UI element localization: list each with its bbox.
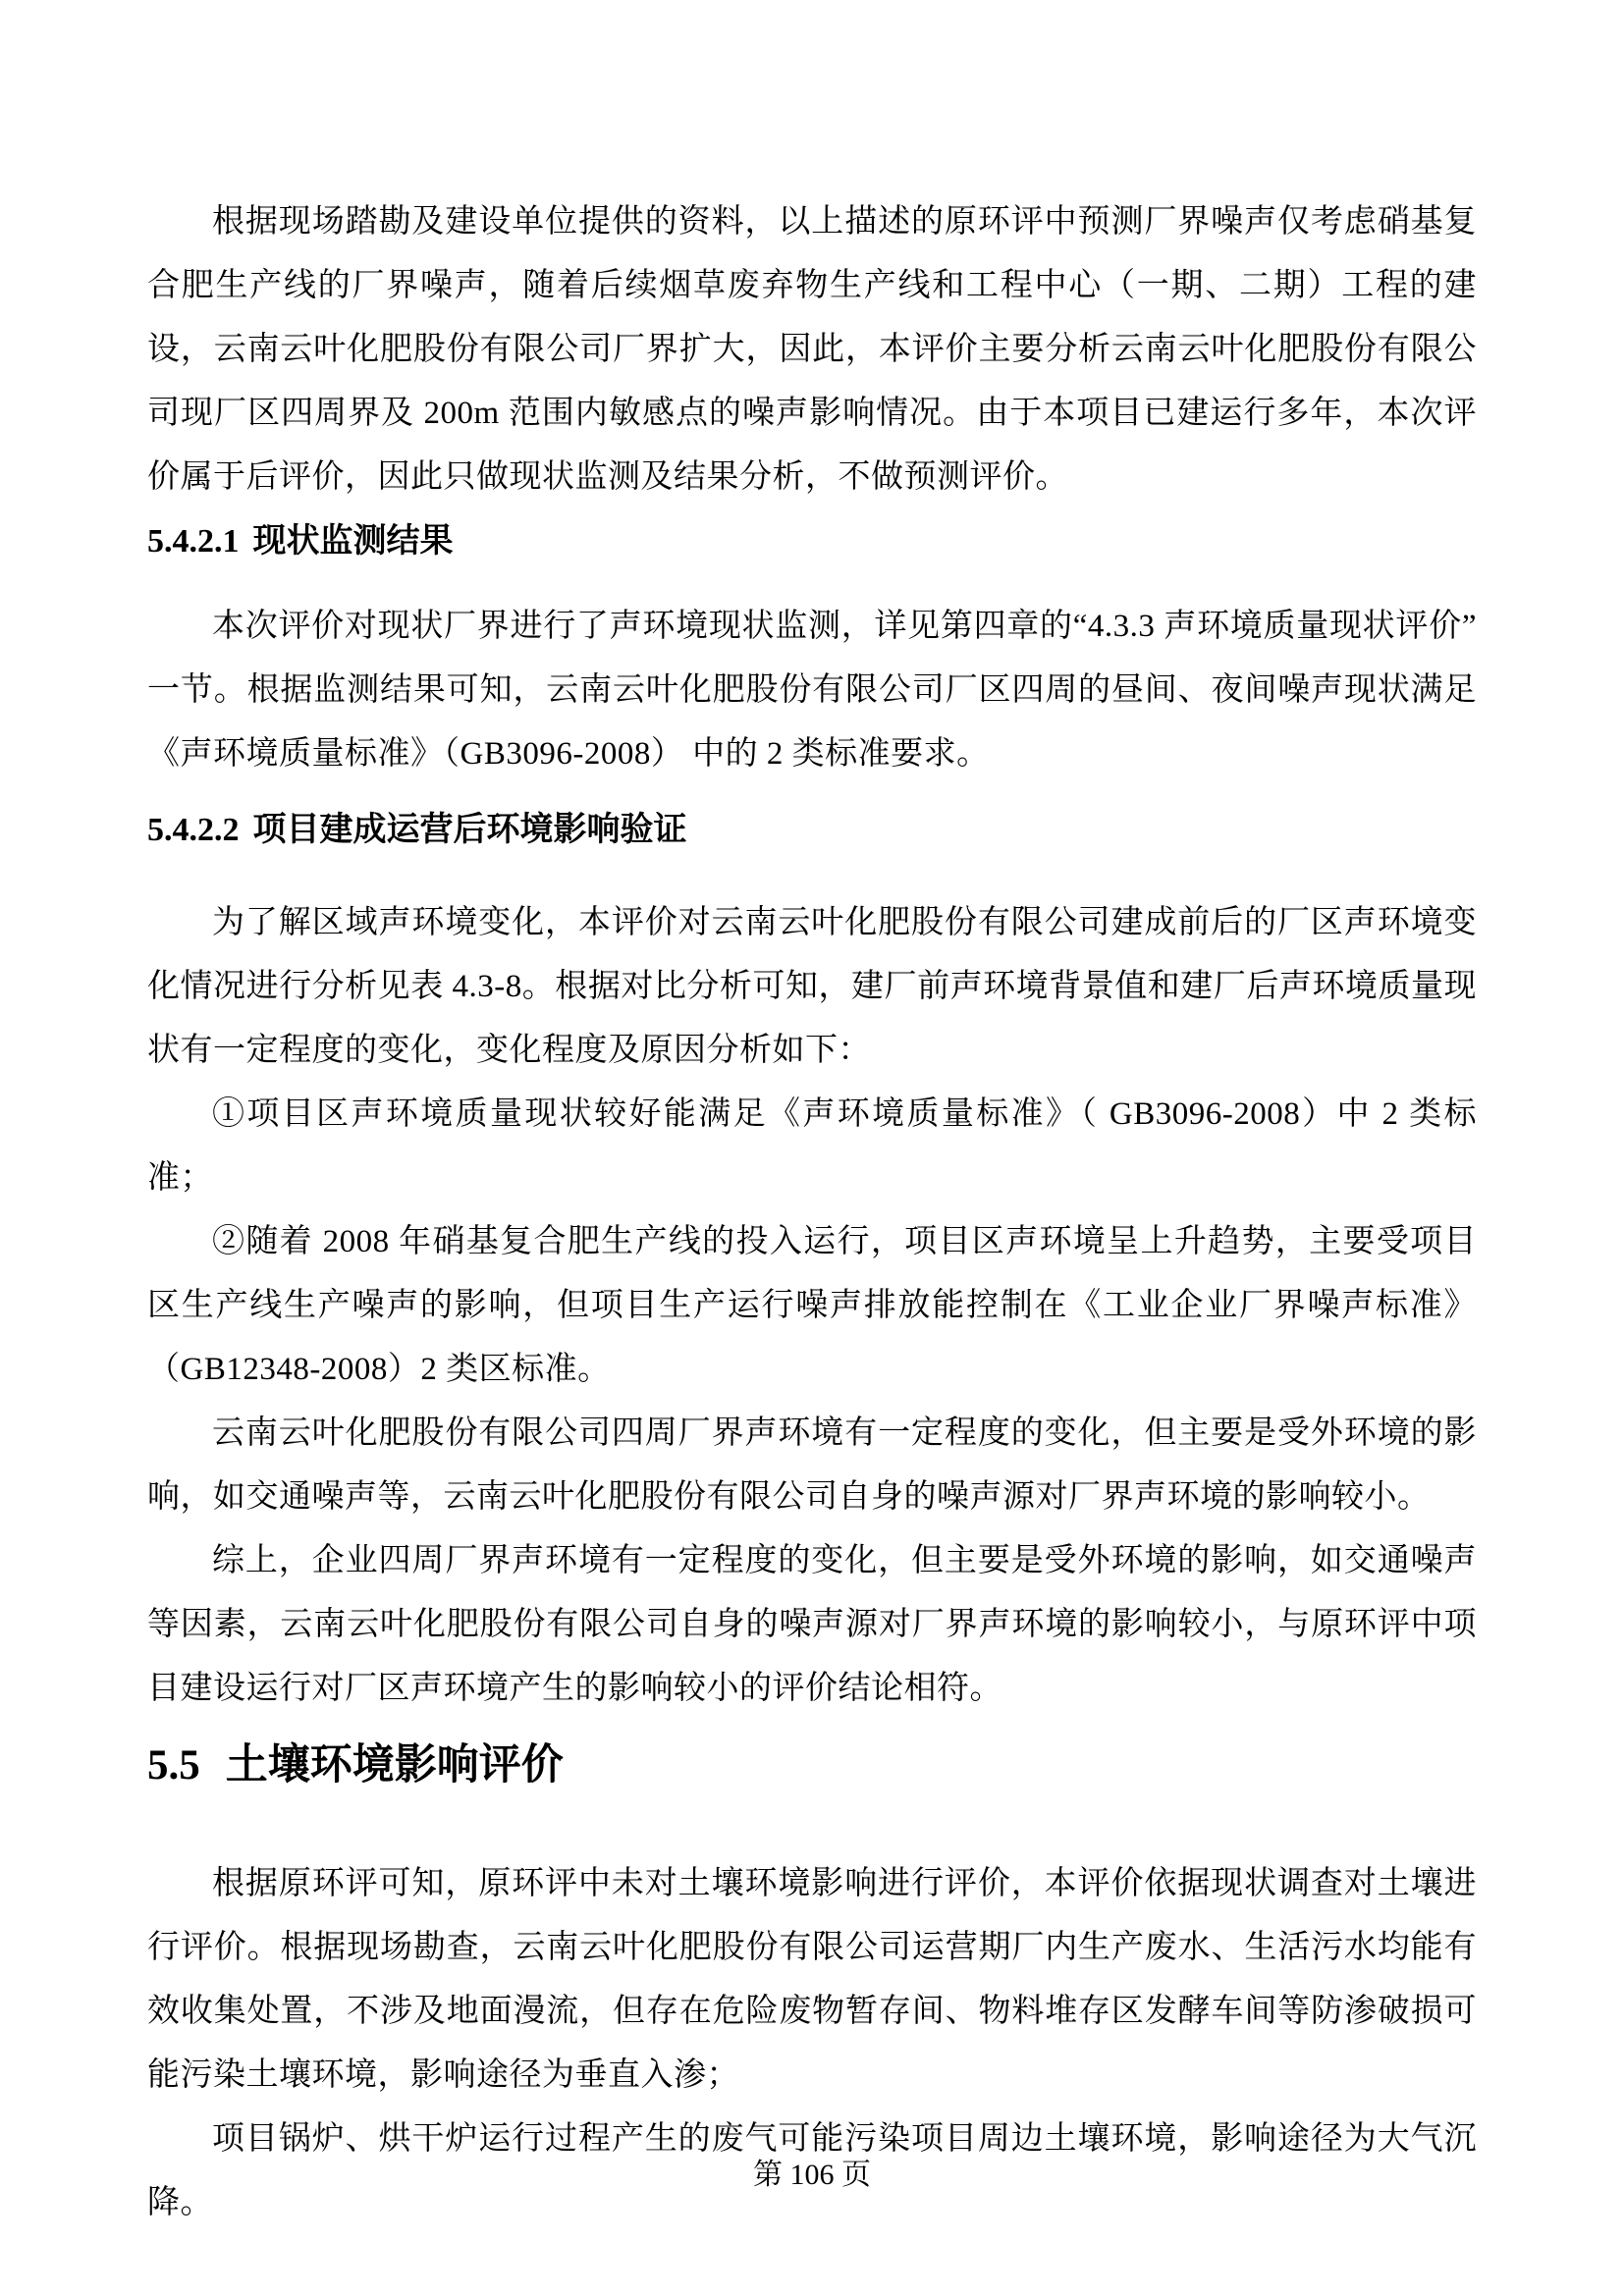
heading-5-4-2-1-number: 5.4.2.1 bbox=[147, 523, 240, 560]
paragraph-boundary-noise-influence: 云南云叶化肥股份有限公司四周厂界声环境有一定程度的变化，但主要是受外环境的影响，如交通噪声等，云南云叶化肥股份有限公司自身的噪声源对厂界声环境的影响较小。 bbox=[147, 1415, 1477, 1515]
list-item-1: ①项目区声环境质量现状较好能满足《声环境质量标准》（ GB3096-2008）中 2 类标准； bbox=[147, 1096, 1477, 1196]
heading-5-4-2-2 bbox=[147, 798, 1477, 862]
heading-5-5-label: 土壤环境影响评价 bbox=[225, 1742, 564, 1789]
heading-5-4-2-2-number: 5.4.2.2 bbox=[147, 812, 240, 848]
paragraph-sound-environment-change: 为了解区域声环境变化，本评价对云南云叶化肥股份有限公司建成前后的厂区声环境变化情况进行分析见表 4.3-8。根据对比分析可知，建厂前声环境背景值和建厂后声环境质量现状有一定程度的变化，变化程度及原因分析如下： bbox=[147, 905, 1477, 1068]
paragraph-boiler-exhaust: 项目锅炉、烘干炉运行过程产生的废气可能污染项目周边土壤环境，影响途径为大气沉降。 bbox=[147, 2121, 1477, 2220]
page-footer bbox=[0, 2156, 1624, 2195]
paragraph-noise-conclusion: 综上，企业四周厂界声环境有一定程度的变化，但主要是受外环境的影响，如交通噪声等因素，云南云叶化肥股份有限公司自身的噪声源对厂界声环境的影响较小，与原环评中项目建设运行对厂区声环境产生的影响较小的评价结论相符。 bbox=[147, 1543, 1477, 1706]
heading-5-4-2-2-label: 项目建成运营后环境影响验证 bbox=[252, 812, 687, 848]
paragraph-current-monitoring-results: 本次评价对现状厂界进行了声环境现状监测，详见第四章的“4.3.3 声环境质量现状评价”一节。根据监测结果可知，云南云叶化肥股份有限公司厂区四周的昼间、夜间噪声现状满足《声环境质量标准》（GB3096-2008） 中的 2 类标准要求。 bbox=[147, 609, 1477, 772]
list-item-2: ②随着 2008 年硝基复合肥生产线的投入运行，项目区声环境呈上升趋势，主要受项目区生产线生产噪声的影响，但项目生产运行噪声排放能控制在《工业企业厂界噪声标准》（GB12348-2008）2 类区标准。 bbox=[147, 1224, 1477, 1387]
heading-5-4-2-1 bbox=[147, 509, 1477, 573]
heading-5-5 bbox=[147, 1729, 1477, 1803]
page-content bbox=[147, 190, 1477, 2235]
heading-5-5-number: 5.5 bbox=[147, 1742, 200, 1789]
heading-5-4-2-1-label: 现状监测结果 bbox=[252, 523, 454, 560]
paragraph-noise-assessment-scope: 根据现场踏勘及建设单位提供的资料，以上描述的原环评中预测厂界噪声仅考虑硝基复合肥生产线的厂界噪声，随着后续烟草废弃物生产线和工程中心（一期、二期）工程的建设，云南云叶化肥股份有限公司厂界扩大，因此，本评价主要分析云南云叶化肥股份有限公司现厂区四周界及 200m 范围内敏感点的噪声影响情况。由于本项目已建运行多年，本次评价属于后评价，因此只做现状监测及结果分析，不做预测评价。 bbox=[147, 204, 1477, 495]
paragraph-soil-assessment: 根据原环评可知，原环评中未对土壤环境影响进行评价，本评价依据现状调查对土壤进行评价。根据现场勘查，云南云叶化肥股份有限公司运营期厂内生产废水、生活污水均能有效收集处置，不涉及地面漫流，但存在危险废物暂存间、物料堆存区发酵车间等防渗破损可能污染土壤环境，影响途径为垂直入渗； bbox=[147, 1866, 1477, 2093]
page-number-label: 第 106 页 bbox=[753, 2159, 871, 2191]
